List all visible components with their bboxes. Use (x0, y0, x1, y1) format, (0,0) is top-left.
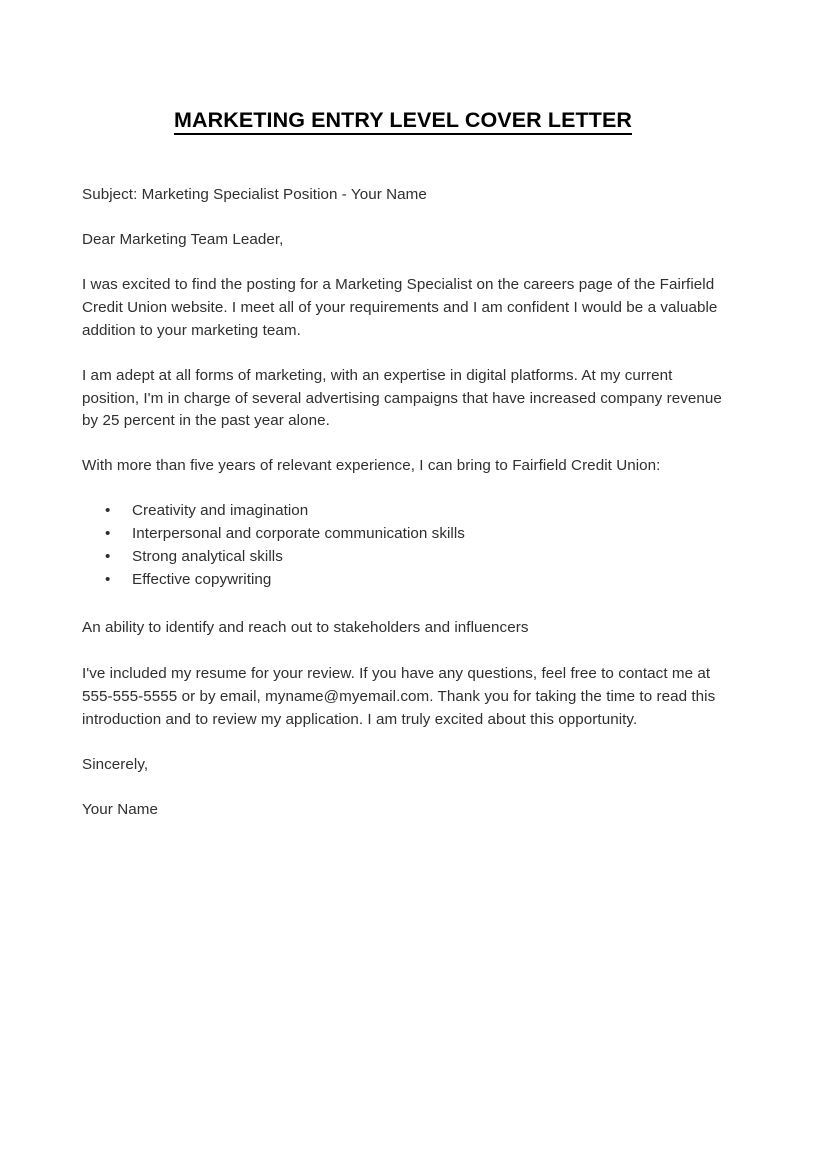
signature-name: Your Name (82, 801, 158, 819)
bullet-point-icon: • (105, 570, 111, 588)
paragraph-list-lead-in: With more than five years of relevant experience, I can bring to Fairfield Credit Union: (82, 457, 661, 475)
document-body (82, 0, 724, 822)
list-item (82, 500, 724, 523)
paragraph-closing: I've included my resume for your review. If you have any questions, feel free to contact me at 555-555-5555 or by email, myname@myemail.com. Thank you for taking the time to read this introduction and to review my application. I am truly excited about this opportunity. (82, 664, 716, 728)
bullet-point-icon: • (105, 502, 111, 520)
paragraph-intro: I was excited to find the posting for a Marketing Specialist on the careers page of the Fairfield Credit Union website. I meet all of your requirements and I am confident I would be a valuable addition to your marketing team. (82, 275, 718, 339)
list-item (82, 546, 724, 569)
list-item (82, 569, 724, 592)
paragraph-experience: I am adept at all forms of marketing, with an expertise in digital platforms. At my current position, I'm in charge of several advertising campaigns that have increased company revenue by 25 percent in the past year alone. (82, 366, 722, 430)
page-title-text: MARKETING ENTRY LEVEL COVER LETTER (174, 108, 632, 135)
signoff: Sincerely, (82, 756, 149, 774)
list-item (82, 523, 724, 546)
paragraph-additional-ability: An ability to identify and reach out to stakeholders and influencers (82, 618, 529, 636)
bullet-point-icon: • (105, 548, 111, 566)
salutation: Dear Marketing Team Leader, (82, 230, 284, 248)
subject-line: Subject: Marketing Specialist Position - Your Name (82, 186, 427, 204)
bullet-point-icon: • (105, 525, 111, 543)
page-title (82, 0, 724, 135)
list-item-label: Creativity and imagination (132, 502, 309, 520)
list-item-label: Effective copywriting (132, 570, 272, 588)
list-item-label: Strong analytical skills (132, 548, 283, 566)
list-item-label: Interpersonal and corporate communication skills (132, 525, 465, 543)
skills-bullet-list (82, 500, 724, 592)
